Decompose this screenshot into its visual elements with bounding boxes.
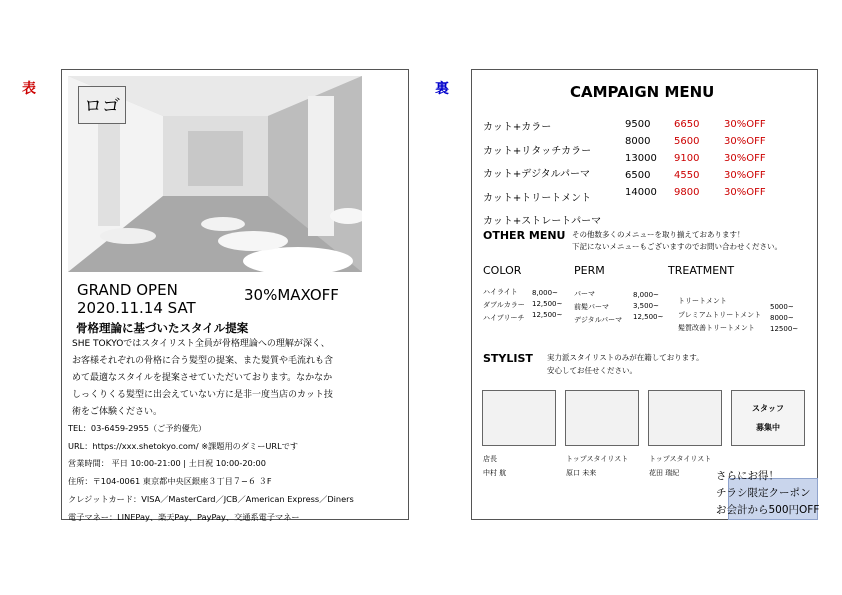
- e-money-info: 電子マネー：LINEPay、楽天Pay、PayPay、交通系電子マネー: [68, 511, 300, 522]
- menu-sale-price: 6650: [674, 119, 700, 130]
- menu-discount: 30%OFF: [724, 153, 766, 164]
- address-info: 住所：〒104-0061 東京都中央区銀座３丁目７−６ ３F: [68, 476, 272, 487]
- recruit-box: [731, 390, 805, 446]
- other-menu-text: [572, 229, 782, 253]
- salon-photo: [68, 76, 362, 272]
- staff-1: [483, 452, 506, 480]
- open-date: 2020.11.14 SAT: [77, 299, 196, 317]
- menu-price: 13000: [625, 153, 657, 164]
- staff-role: トップスタイリスト: [649, 455, 712, 463]
- perm-items: [574, 288, 622, 327]
- menu-discount: 30%OFF: [724, 187, 766, 198]
- recruit-line: スタッフ: [752, 404, 784, 413]
- staff-role: トップスタイリスト: [566, 455, 629, 463]
- menu-prices: [625, 116, 657, 201]
- credit-card-info: クレジットカード：VISA／MasterCard／JCB／American Express／Diners: [68, 493, 354, 504]
- hours-info: 営業時間： 平日 10:00-21:00 | 土日祝 10:00-20:00: [68, 458, 266, 469]
- tel-info: TEL：03-6459-2955（ご予約優先）: [68, 423, 207, 433]
- front-label: 表: [22, 81, 36, 97]
- logo-placeholder: ロゴ: [78, 86, 126, 124]
- perm-price: 12,500~: [633, 313, 664, 321]
- treatment-prices: [770, 302, 798, 335]
- staff-role: 店長: [483, 455, 497, 463]
- other-menu-line: 下記にないメニューもございますのでお問い合わせください。: [572, 242, 782, 251]
- discount-text: 30%MAXOFF: [244, 286, 339, 304]
- perm-price: 8,000~: [633, 291, 659, 299]
- menu-discount: 30%OFF: [724, 119, 766, 130]
- menu-discounts: [724, 116, 766, 201]
- menu-names: [483, 116, 601, 234]
- stylist-text: [547, 351, 704, 377]
- treatment-item: 髪質改善トリートメント: [678, 324, 755, 332]
- treatment-price: 8000~: [770, 314, 794, 322]
- menu-item-name: カット+リタッチカラー: [483, 145, 592, 157]
- campaign-title: CAMPAIGN MENU: [570, 83, 715, 101]
- stylist-line: 実力派スタイリストのみが在籍しております。: [547, 353, 704, 362]
- treatment-heading: TREATMENT: [668, 264, 735, 277]
- body-line: SHE TOKYOではスタイリスト全員が骨格理論への理解が深く、: [72, 339, 330, 349]
- body-line: お客様それぞれの骨格に合う髪型の提案、また髪質や毛流れも含: [72, 356, 334, 366]
- treatment-item: プレミアムトリートメント: [678, 310, 762, 319]
- coupon-text: [716, 468, 819, 519]
- menu-item-name: カット+ストレートパーマ: [483, 216, 602, 227]
- body-line: めて最適なスタイルを提案させていただいております。なかなか: [72, 373, 333, 383]
- color-item: ハイブリーチ: [483, 314, 525, 322]
- menu-sale-price: 9800: [674, 187, 700, 198]
- grand-open-heading: GRAND OPEN: [77, 281, 178, 299]
- perm-price: 3,500~: [633, 302, 659, 310]
- color-item: ダブルカラー: [483, 301, 525, 309]
- menu-price: 6500: [625, 170, 651, 181]
- menu-item-name: カット+カラー: [483, 122, 552, 133]
- color-price: 12,500~: [532, 311, 563, 319]
- color-price: 8,000~: [532, 289, 558, 297]
- menu-item-name: カット+トリートメント: [483, 192, 592, 204]
- staff-name: 中村 航: [483, 469, 507, 477]
- color-heading: COLOR: [483, 264, 522, 277]
- menu-sale-price: 5600: [674, 136, 700, 147]
- color-items: [483, 286, 525, 325]
- color-item: ハイライト: [483, 288, 518, 296]
- menu-sale-price: 9100: [674, 153, 700, 164]
- stylist-line: 安心してお任せください。: [547, 366, 637, 375]
- other-menu-line: その他数多くのメニューを取り揃えておあります！: [572, 230, 745, 239]
- menu-discount: 30%OFF: [724, 170, 766, 181]
- recruit-line: 募集中: [756, 423, 780, 432]
- color-price: 12,500~: [532, 300, 563, 308]
- perm-prices: [633, 290, 663, 323]
- menu-sale-price: 4550: [674, 170, 700, 181]
- treatment-items: [678, 295, 761, 336]
- color-prices: [532, 288, 562, 321]
- perm-item: 前髪パーマ: [574, 303, 609, 311]
- url-info: URL：https://xxx.shetokyo.com/ ※課題用のダミーURLです: [68, 440, 299, 451]
- staff-name: 原口 未来: [566, 469, 597, 477]
- intro-body: [72, 336, 402, 421]
- perm-heading: PERM: [574, 264, 605, 277]
- shop-info: [68, 420, 404, 526]
- menu-item-name: カット+デジタルパーマ: [483, 169, 590, 180]
- perm-item: パーマ: [574, 290, 595, 298]
- staff-photo-1: [482, 390, 556, 446]
- treatment-item: トリートメント: [678, 297, 727, 305]
- staff-3: [649, 452, 711, 480]
- menu-discount: 30%OFF: [724, 136, 766, 147]
- staff-photo-3: [648, 390, 722, 446]
- coupon-line: お会計から500円OFF: [716, 504, 820, 516]
- staff-photo-2: [565, 390, 639, 446]
- perm-item: デジタルパーマ: [574, 316, 623, 324]
- menu-price: 14000: [625, 187, 657, 198]
- menu-price: 8000: [625, 136, 651, 147]
- body-line: 術をご体験ください。: [72, 407, 163, 417]
- staff-name: 花田 瑞紀: [649, 469, 680, 477]
- menu-sale-prices: [674, 116, 699, 201]
- back-label: 裏: [435, 81, 449, 97]
- coupon-line: チラシ限定クーポン: [716, 487, 811, 499]
- other-menu-heading: OTHER MENU: [483, 229, 566, 242]
- headline: 骨格理論に基づいたスタイル提案: [76, 321, 249, 335]
- treatment-price: 5000~: [770, 303, 794, 311]
- stylist-heading: STYLIST: [483, 352, 533, 365]
- coupon-line: さらにお得！: [716, 470, 779, 482]
- body-line: しっくりくる髪型に出会えていない方に是非一度当店のカット技: [72, 390, 333, 400]
- staff-2: [566, 452, 628, 480]
- treatment-price: 12500~: [770, 325, 799, 333]
- menu-price: 9500: [625, 119, 651, 130]
